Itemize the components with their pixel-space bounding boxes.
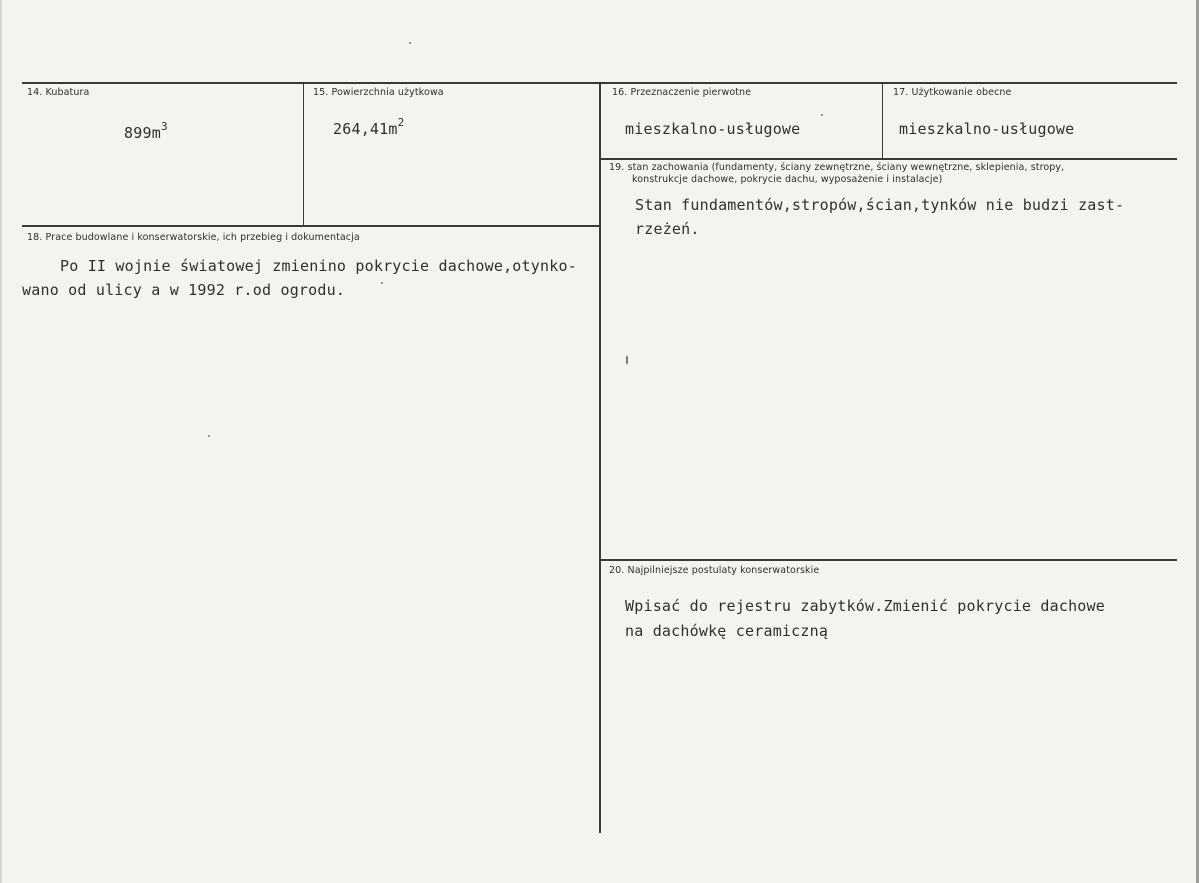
field-19-label-line-1: 19. stan zachowania (fundamenty, ściany zewnętrzne, ściany wewnętrzne, sklepienia, stropy, [609,162,1065,173]
card-left-edge [0,0,2,883]
field-15-value [333,116,404,143]
field-20-text-line-1: Wpisać do rejestru zabytków.Zmienić pokrycie dachowe [625,597,1105,615]
field-17-label: 17. Użytkowanie obecne [893,87,1012,98]
paper-speck [208,435,210,437]
paper-speck [626,356,628,364]
line-under-14-15 [22,225,600,227]
field-18-text-line-1: Po II wojnie światowej zmienino pokrycie dachowe,otynko- [60,257,577,275]
field-14-label: 14. Kubatura [27,87,90,98]
center-divider [599,83,601,833]
paper-speck [381,282,383,284]
cubic-superscript: 3 [160,120,168,133]
kubatura-number: 899m [124,124,161,142]
field-16-value: mieszkalno-usługowe [625,120,801,138]
field-18-label: 18. Prace budowlane i konserwatorskie, ich przebieg i dokumentacja [27,232,360,243]
field-20-text-line-2: na dachówkę ceramiczną [625,622,829,640]
paper-speck [409,42,411,44]
field-19-label-line-2: konstrukcje dachowe, pokrycie dachu, wyposażenie i instalacje) [632,174,943,185]
square-superscript: 2 [397,116,405,129]
area-number: 264,41m [333,120,398,138]
line-above-20 [600,559,1177,561]
field-20-label: 20. Najpilniejsze postulaty konserwatorskie [609,565,820,576]
field-16-label: 16. Przeznaczenie pierwotne [612,87,752,98]
field-14-value [124,120,168,147]
field-15-label: 15. Powierzchnia użytkowa [313,87,444,98]
paper-speck [821,114,823,116]
divider-16-17 [882,83,883,159]
field-18-text-line-2: wano od ulicy a w 1992 r.od ogrodu. [22,281,346,299]
field-19-text-line-1: Stan fundamentów,stropów,ścian,tynków nie budzi zast- [635,196,1125,214]
field-19-text-line-2: rzeżeń. [635,220,700,238]
field-17-value: mieszkalno-usługowe [899,120,1075,138]
divider-14-15 [303,83,304,226]
line-under-16-17 [600,158,1177,160]
